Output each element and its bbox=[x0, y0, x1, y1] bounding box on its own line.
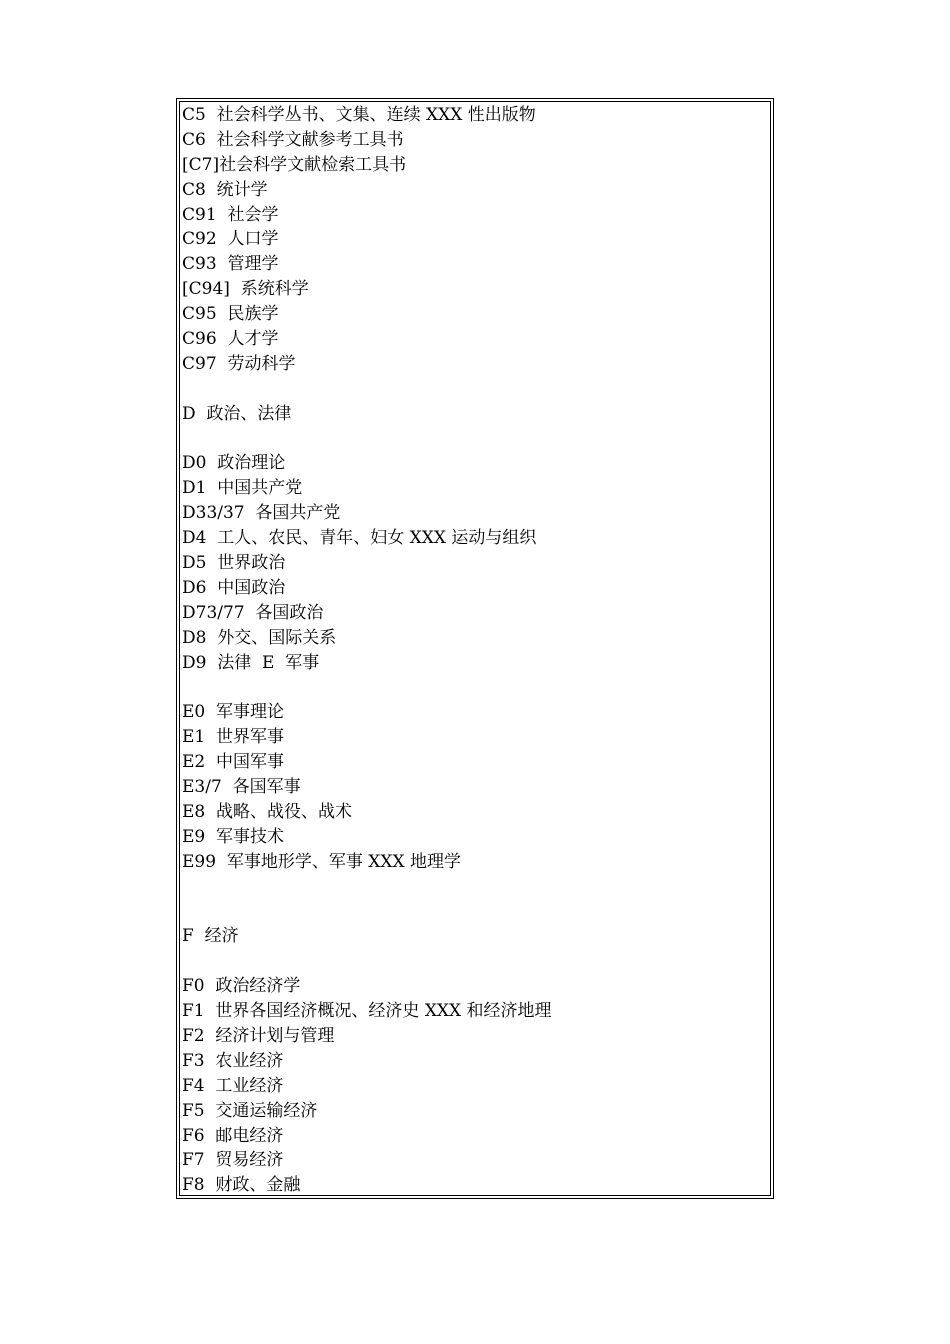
text-line: E2 中国军事 bbox=[182, 752, 285, 773]
text-line: E1 世界军事 bbox=[182, 727, 285, 748]
text-line: D4 工人、农民、青年、妇女 XXX 运动与组织 bbox=[182, 528, 537, 549]
text-line: C5 社会科学丛书、文集、连续 XXX 性出版物 bbox=[182, 105, 536, 125]
text-line: C97 劳动科学 bbox=[182, 353, 296, 374]
text-line: C91 社会学 bbox=[182, 204, 279, 225]
text-line: [C7]社会科学文献检索工具书 bbox=[182, 154, 407, 175]
text-line: F6 邮电经济 bbox=[182, 1125, 284, 1146]
table-frame bbox=[176, 98, 774, 1199]
text-line: E9 军事技术 bbox=[182, 826, 285, 847]
text-line: F3 农业经济 bbox=[182, 1050, 284, 1071]
text-line: D5 世界政治 bbox=[182, 553, 286, 574]
text-line: D33/37 各国共产党 bbox=[182, 503, 341, 524]
text-line: C6 社会科学文献参考工具书 bbox=[182, 129, 404, 150]
blank-line bbox=[182, 675, 770, 700]
text-line: F7 贸易经济 bbox=[182, 1150, 284, 1171]
text-line: F5 交通运输经济 bbox=[182, 1100, 318, 1121]
text-line: C95 民族学 bbox=[182, 304, 279, 325]
text-line: F0 政治经济学 bbox=[182, 976, 301, 997]
text-line: F1 世界各国经济概况、经济史 XXX 和经济地理 bbox=[182, 1001, 552, 1022]
text-line: E3/7 各国军事 bbox=[182, 777, 301, 798]
section-heading: D 政治、法律 bbox=[182, 403, 292, 424]
blank-line bbox=[182, 949, 770, 974]
blank-line bbox=[182, 900, 770, 925]
text-line: C93 管理学 bbox=[182, 254, 279, 275]
text-line: D8 外交、国际关系 bbox=[182, 627, 337, 648]
table-cell bbox=[179, 101, 771, 1196]
text-line: E99 军事地形学、军事 XXX 地理学 bbox=[182, 851, 461, 872]
text-line: F2 经济计划与管理 bbox=[182, 1025, 335, 1046]
text-line: D1 中国共产党 bbox=[182, 478, 303, 499]
blank-line bbox=[182, 875, 770, 900]
text-line: E8 战略、战役、战术 bbox=[182, 801, 353, 822]
text-line: C92 人口学 bbox=[182, 229, 279, 250]
text-line: F4 工业经济 bbox=[182, 1075, 284, 1096]
text-line: C8 统计学 bbox=[182, 179, 268, 200]
text-line: D0 政治理论 bbox=[182, 453, 286, 474]
text-line: D73/77 各国政治 bbox=[182, 602, 324, 623]
text-line: C96 人才学 bbox=[182, 329, 279, 350]
text-line: D9 法律 E 军事 bbox=[182, 652, 320, 673]
blank-line bbox=[182, 377, 770, 402]
text-line: E0 军事理论 bbox=[182, 702, 285, 723]
text-line: [C94] 系统科学 bbox=[182, 279, 309, 300]
text-line: D6 中国政治 bbox=[182, 577, 286, 598]
section-heading: F 经济 bbox=[182, 926, 239, 947]
blank-line bbox=[182, 427, 770, 452]
text-line: F8 财政、金融 bbox=[182, 1175, 301, 1196]
